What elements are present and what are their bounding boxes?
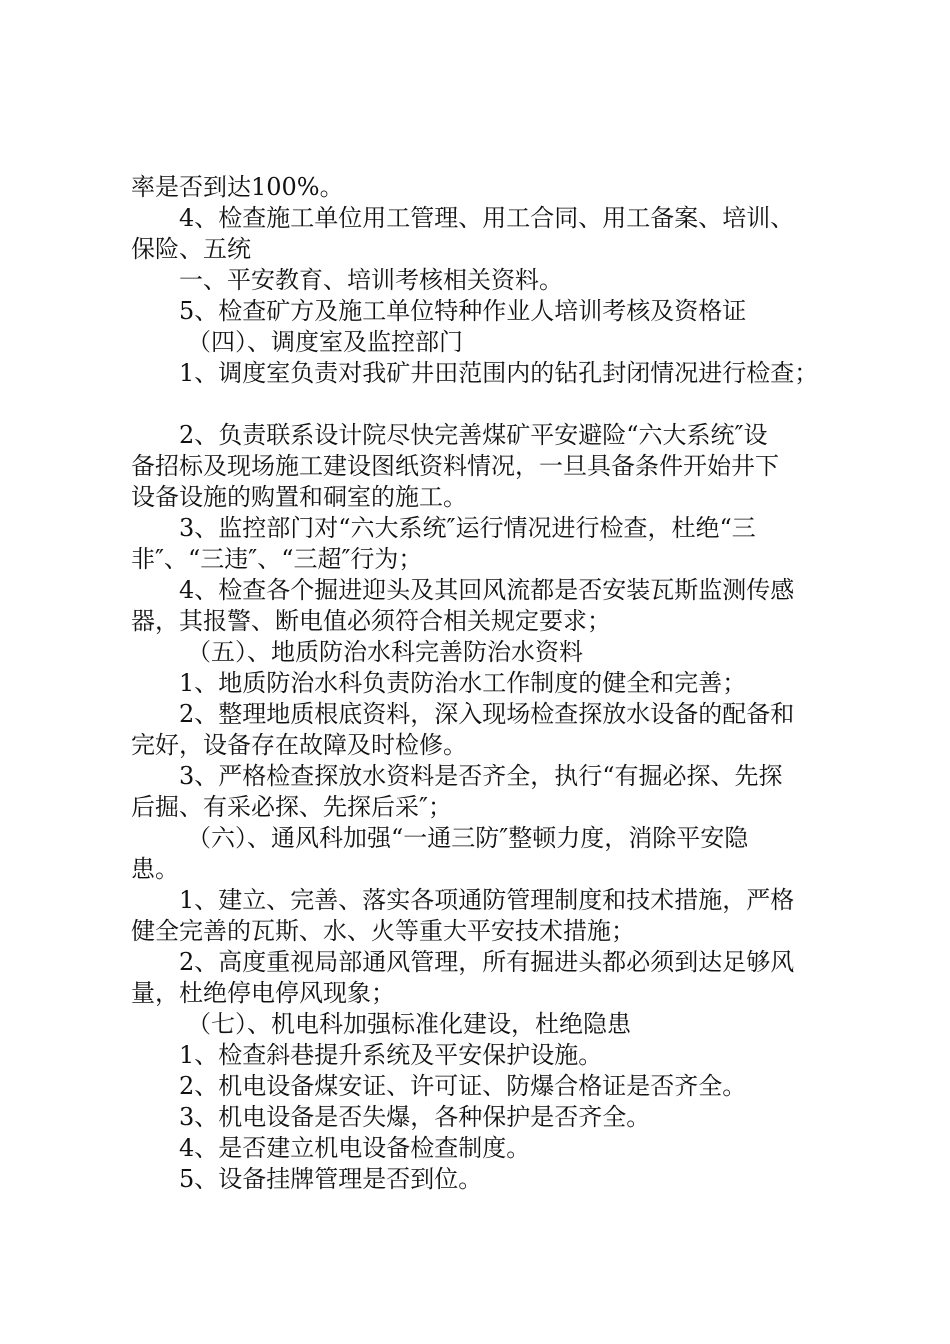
paragraph-line: 设备设施的购置和硐室的施工。 (131, 483, 467, 511)
paragraph-line: 4、检查施工单位用工管理、用工合同、用工备案、培训、 (179, 204, 795, 232)
section-heading: （六）、通风科加强“一通三防″整顿力度，消除平安隐 (187, 824, 749, 852)
paragraph-line: 健全完善的瓦斯、水、火等重大平安技术措施； (131, 917, 635, 945)
paragraph-line: 1、建立、完善、落实各项通防管理制度和技术措施，严格 (179, 886, 795, 914)
paragraph-line: 3、机电设备是否失爆，各种保护是否齐全。 (179, 1103, 651, 1131)
paragraph-line: 非″、“三违″、“三超″行为； (131, 545, 423, 573)
paragraph-line: 4、是否建立机电设备检查制度。 (179, 1134, 531, 1162)
paragraph-line: 5、检查矿方及施工单位特种作业人培训考核及资格证 (179, 297, 747, 325)
paragraph-line: 1、地质防治水科负责防治水工作制度的健全和完善； (179, 669, 747, 697)
blank-line (131, 389, 843, 420)
paragraph-line: 率是否到达100%。 (131, 173, 344, 201)
paragraph-line: 2、机电设备煤安证、许可证、防爆合格证是否齐全。 (179, 1072, 747, 1100)
paragraph-line: 3、严格检查探放水资料是否齐全，执行“有掘必探、先探 (179, 762, 783, 790)
section-heading: （四）、调度室及监控部门 (187, 328, 463, 356)
paragraph-line: 4、检查各个掘进迎头及其回风流都是否安装瓦斯监测传感 (179, 576, 795, 604)
paragraph-line: 一、平安教育、培训考核相关资料。 (179, 266, 563, 294)
paragraph-line: 器，其报警、断电值必须符合相关规定要求； (131, 607, 611, 635)
paragraph-line: 1、检查斜巷提升系统及平安保护设施。 (179, 1041, 603, 1069)
paragraph-line: 5、设备挂牌管理是否到位。 (179, 1165, 483, 1193)
paragraph-line: 2、整理地质根底资料，深入现场检查探放水设备的配备和 (179, 700, 795, 728)
paragraph-line: 3、监控部门对“六大系统″运行情况进行检查，杜绝“三 (179, 514, 756, 542)
paragraph-line: 完好，设备存在故障及时检修。 (131, 731, 467, 759)
document-body (131, 172, 843, 1195)
paragraph-line: 保险、五统 (131, 235, 251, 263)
paragraph-line: 1、调度室负责对我矿井田范围内的钻孔封闭情况进行检查； (179, 359, 819, 387)
paragraph-line: 患。 (131, 855, 179, 883)
section-heading: （五）、地质防治水科完善防治水资料 (187, 638, 583, 666)
paragraph-line: 后掘、有采必探、先探后采″； (131, 793, 452, 821)
paragraph-line: 量，杜绝停电停风现象； (131, 979, 395, 1007)
paragraph-line: 备招标及现场施工建设图纸资料情况，一旦具备条件开始井下 (131, 452, 779, 480)
paragraph-line: 2、负责联系设计院尽快完善煤矿平安避险“六大系统″设 (179, 421, 768, 449)
section-heading: （七）、机电科加强标准化建设，杜绝隐患 (187, 1010, 631, 1038)
paragraph-line: 2、高度重视局部通风管理，所有掘进头都必须到达足够风 (179, 948, 795, 976)
